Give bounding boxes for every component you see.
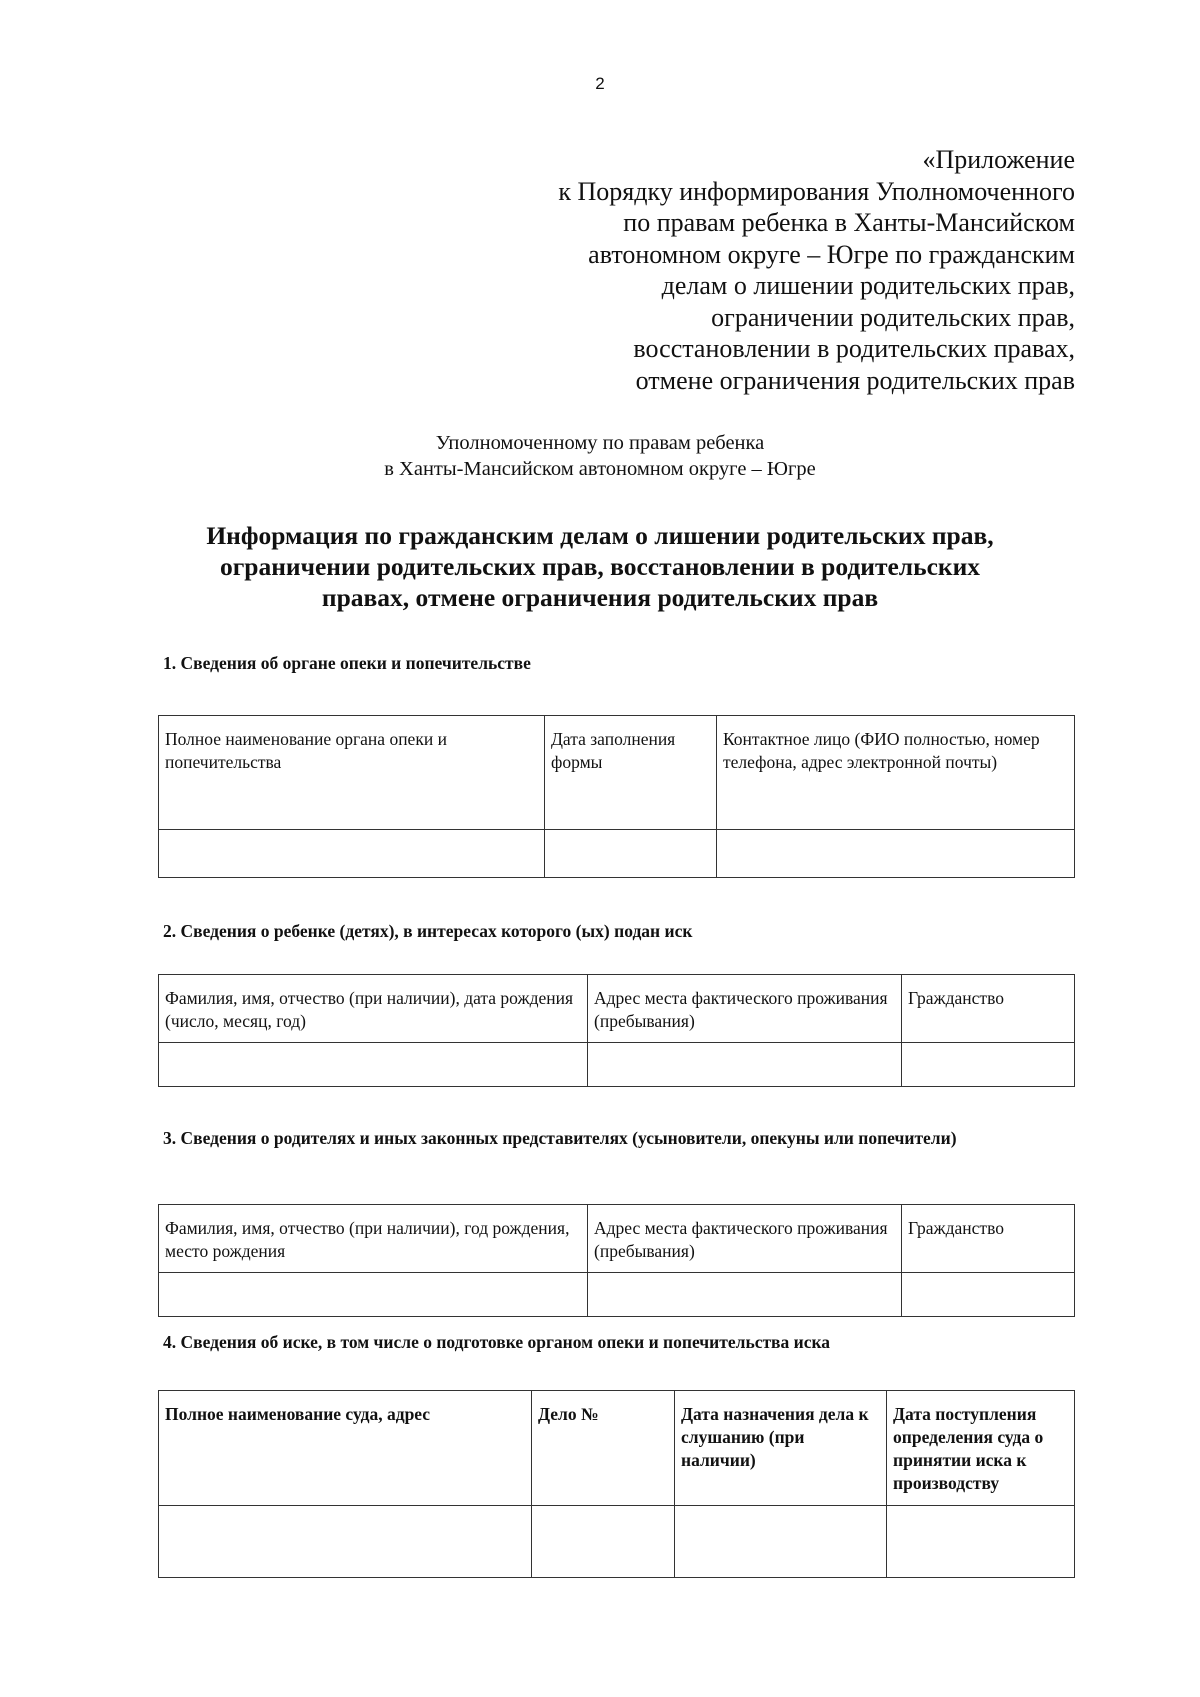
appendix-line: делам о лишении родительских прав, — [661, 271, 1075, 300]
input-cell[interactable] — [159, 1506, 532, 1578]
input-cell[interactable] — [902, 1273, 1075, 1317]
appendix-line: восстановлении в родительских правах, — [633, 334, 1075, 363]
input-cell[interactable] — [532, 1506, 675, 1578]
title-line: правах, отмене ограничения родительских прав — [321, 583, 879, 612]
input-cell[interactable] — [159, 1043, 588, 1087]
section-3-table — [158, 1204, 1075, 1317]
section-2-table — [158, 974, 1075, 1087]
header-cell-child-citizenship: Гражданство — [902, 975, 1075, 1043]
appendix-line: по правам ребенка в Ханты-Мансийском — [623, 208, 1075, 237]
appendix-line: автономном округе – Югре по гражданским — [588, 239, 1075, 269]
input-cell[interactable] — [159, 1273, 588, 1317]
section-1-table — [158, 715, 1075, 878]
section-3-title: 3. Сведения о родителях и иных законных представителях (усыновители, опекуны или попечители) — [163, 1128, 957, 1148]
header-cell-child-address: Адрес места фактического проживания (пребывания) — [588, 975, 902, 1043]
input-cell[interactable] — [717, 830, 1075, 878]
page-number: 2 — [595, 74, 605, 93]
section-4-table — [158, 1390, 1075, 1578]
section-4-title: 4. Сведения об иске, в том числе о подготовке органом опеки и попечительства иска — [163, 1332, 831, 1352]
appendix-header — [558, 144, 1075, 396]
appendix-line: отмене ограничения родительских прав — [635, 365, 1075, 395]
header-cell-guardianship-body: Полное наименование органа опеки и попечительства — [159, 716, 545, 830]
header-cell-parent-address: Адрес места фактического проживания (пребывания) — [588, 1205, 902, 1273]
addressee-line: Уполномоченному по правам ребенка — [435, 432, 765, 454]
input-cell[interactable] — [159, 830, 545, 878]
input-cell[interactable] — [588, 1273, 902, 1317]
title-line: Информация по гражданским делам о лишении родительских прав, — [206, 521, 994, 550]
title-line: ограничении родительских прав, восстановлении в родительских — [219, 552, 981, 581]
appendix-line: к Порядку информирования Уполномоченного — [558, 176, 1075, 206]
section-1-title: 1. Сведения об органе опеки и попечительстве — [163, 653, 531, 673]
header-cell-hearing-date: Дата назначения дела к слушанию (при наличии) — [675, 1391, 887, 1506]
header-cell-parent-name: Фамилия, имя, отчество (при наличии), год рождения, место рождения — [159, 1205, 588, 1273]
header-cell-ruling-date: Дата поступления определения суда о принятии иска к производству — [887, 1391, 1075, 1506]
section-2-title: 2. Сведения о ребенке (детях), в интересах которого (ых) подан иск — [163, 921, 693, 941]
appendix-line: «Приложение — [922, 145, 1075, 174]
input-cell[interactable] — [887, 1506, 1075, 1578]
appendix-line: ограничении родительских прав, — [711, 302, 1075, 332]
header-cell-court-name: Полное наименование суда, адрес — [159, 1391, 532, 1506]
input-cell[interactable] — [902, 1043, 1075, 1087]
input-cell[interactable] — [675, 1506, 887, 1578]
header-cell-form-date: Дата заполнения формы — [545, 716, 717, 830]
header-cell-contact-person: Контактное лицо (ФИО полностью, номер телефона, адрес электронной почты) — [717, 716, 1075, 830]
addressee — [0, 430, 1200, 482]
input-cell[interactable] — [545, 830, 717, 878]
header-cell-child-name: Фамилия, имя, отчество (при наличии), дата рождения (число, месяц, год) — [159, 975, 588, 1043]
document-title — [0, 520, 1200, 613]
header-cell-case-number: Дело № — [532, 1391, 675, 1506]
header-cell-parent-citizenship: Гражданство — [902, 1205, 1075, 1273]
input-cell[interactable] — [588, 1043, 902, 1087]
addressee-line: в Ханты-Мансийском автономном округе – Югре — [384, 458, 816, 480]
